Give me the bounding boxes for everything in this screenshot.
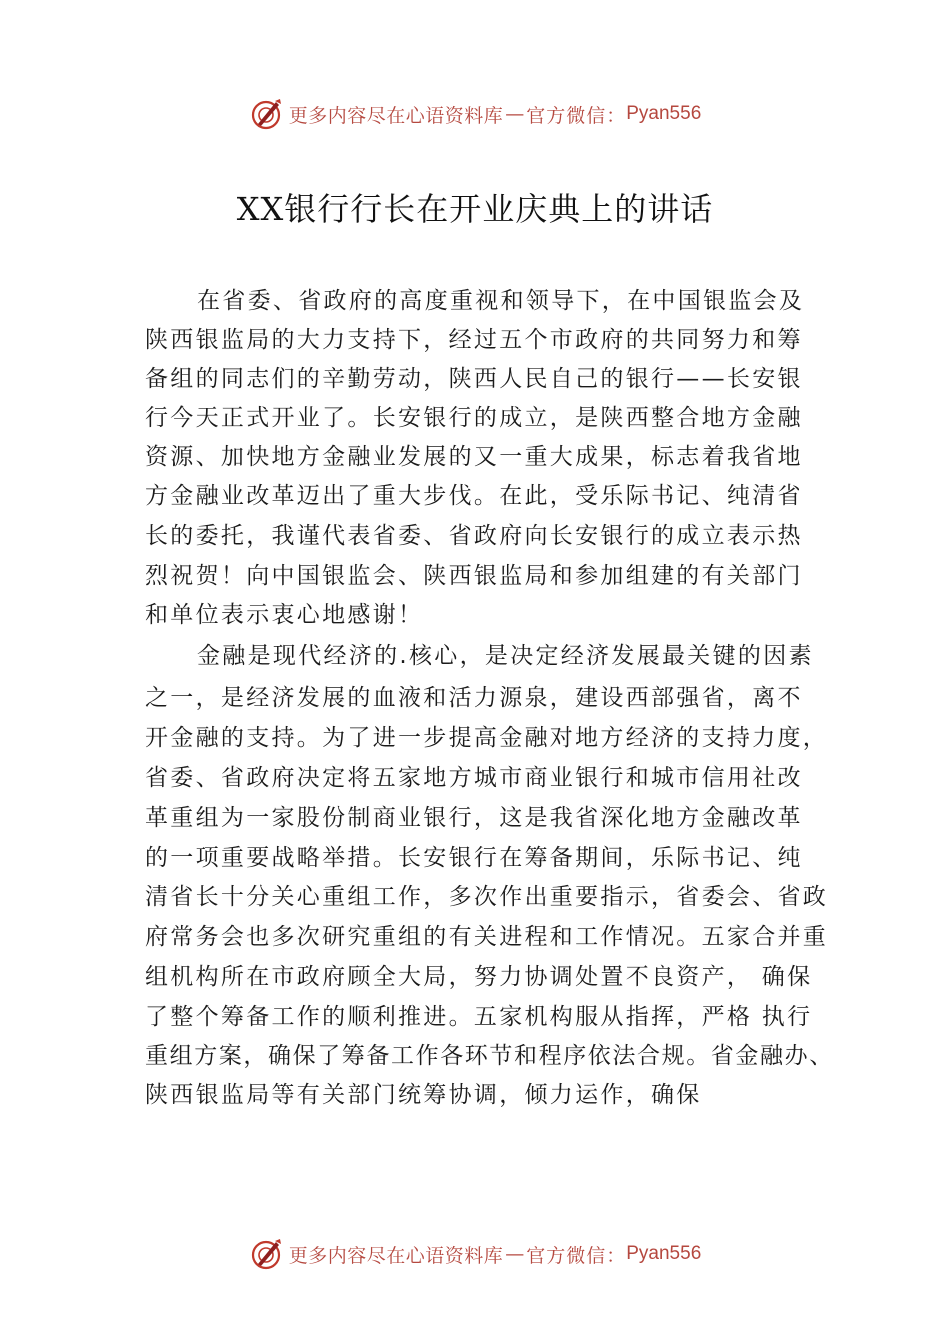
watermark-separator: —	[505, 1243, 525, 1265]
footer-watermark	[0, 1232, 950, 1276]
brush-logo-icon	[249, 96, 285, 132]
body-line: 金融是现代经济的.核心，是决定经济发展最关键的因素	[197, 643, 814, 669]
body-line: 备组的同志们的辛勤劳动，陕西人民自己的银行——长安银	[145, 366, 803, 392]
body-line: 资源、加快地方金融业发展的又一重大成果，标志着我省地	[145, 444, 803, 470]
body-line: 省委、省政府决定将五家地方城市商业银行和城市信用社改	[145, 765, 803, 791]
brush-logo-icon	[249, 1236, 285, 1272]
body-line: 和单位表示衷心地感谢！	[145, 602, 424, 628]
body-line: 陕西银监局等有关部门统筹协调，倾力运作，确保	[145, 1082, 702, 1108]
body-line: 方金融业改革迈出了重大步伐。在此，受乐际书记、纯清省	[145, 483, 803, 509]
body-line: 的一项重要战略举措。长安银行在筹备期间，乐际书记、纯	[145, 845, 803, 871]
watermark-wechat-label: 官方微信：	[526, 1244, 627, 1267]
watermark-wechat-id: Pyan556	[626, 1243, 702, 1264]
body-line: 之一，是经济发展的血液和活力源泉，建设西部强省，离不	[145, 685, 803, 711]
body-line: 了整个筹备工作的顺利推进。五家机构服从指挥，严格 执行	[145, 1004, 813, 1030]
body-line: 在省委、省政府的高度重视和领导下，在中国银监会及	[197, 288, 805, 314]
body-line: 府常务会也多次研究重组的有关进程和工作情况。五家合并重	[145, 924, 829, 950]
body-line: 革重组为一家股份制商业银行，这是我省深化地方金融改革	[145, 805, 803, 831]
watermark-site-text: 更多内容尽在心语资料库	[288, 1244, 504, 1267]
body-line: 长的委托，我谨代表省委、省政府向长安银行的成立表示热	[145, 523, 803, 549]
document-title: XX银行行长在开业庆典上的讲话	[236, 190, 714, 228]
body-line: 烈祝贺！向中国银监会、陕西银监局和参加组建的有关部门	[145, 563, 803, 589]
header-watermark	[0, 92, 950, 136]
body-line: 组机构所在市政府顾全大局，努力协调处置不良资产， 确保	[145, 964, 813, 990]
body-line: 陕西银监局的大力支持下，经过五个市政府的共同努力和筹	[145, 327, 803, 353]
watermark-separator: —	[505, 103, 525, 125]
watermark-site-text: 更多内容尽在心语资料库	[288, 104, 504, 127]
watermark-wechat-label: 官方微信：	[526, 104, 627, 127]
watermark-wechat-id: Pyan556	[626, 103, 702, 124]
body-line: 清省长十分关心重组工作，多次作出重要指示，省委会、省政	[145, 884, 829, 910]
body-line: 行今天正式开业了。长安银行的成立，是陕西整合地方金融	[145, 405, 803, 431]
body-line: 重组方案，确保了筹备工作各环节和程序依法合规。省金融办、	[145, 1043, 834, 1069]
body-line: 开金融的支持。为了进一步提高金融对地方经济的支持力度，	[145, 725, 829, 751]
